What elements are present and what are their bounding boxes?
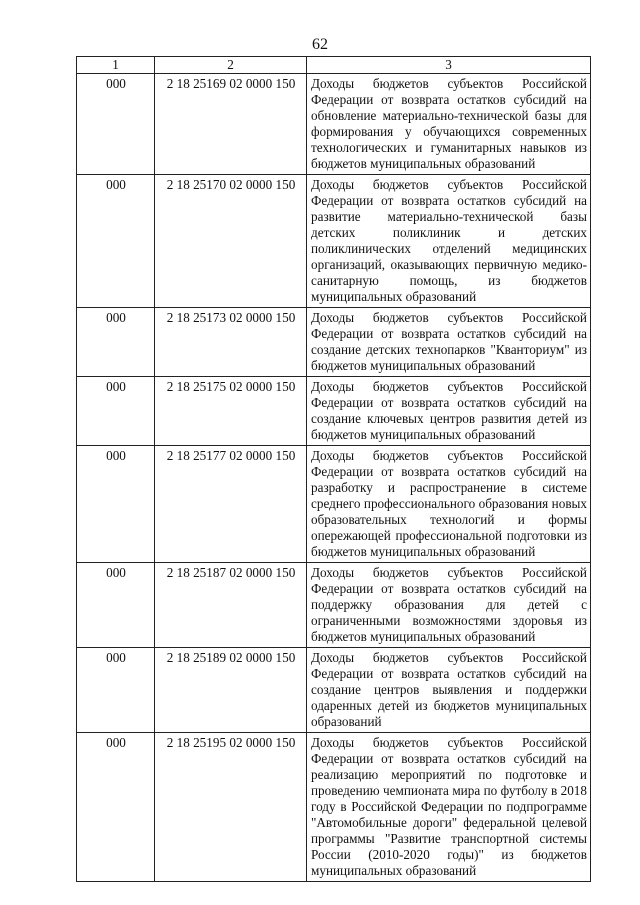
revenue-code-cell: 2 18 25173 02 0000 150 [155,308,307,377]
description-cell: Доходы бюджетов субъектов Российской Федерации от возврата остатков субсидий на развитие материально-технической базы детских поликлиник и детских поликлинических отделений медицинских организаций, оказывающих первичную медико-санитарную помощь, из бюджетов муниципальных образований [307,175,591,308]
table-header-row [77,57,591,74]
table-row [77,74,591,175]
column-header-2: 2 [155,57,307,74]
revenue-code-cell: 2 18 25177 02 0000 150 [155,446,307,563]
table-row [77,308,591,377]
description-cell: Доходы бюджетов субъектов Российской Федерации от возврата остатков субсидий на создание ключевых центров развития детей из бюджетов муниципальных образований [307,377,591,446]
table-row [77,377,591,446]
description-cell: Доходы бюджетов субъектов Российской Федерации от возврата остатков субсидий на обновление материально-технической базы для формирования у обучающихся современных технологических и гуманитарных навыков из бюджетов муниципальных образований [307,74,591,175]
revenue-code-cell: 2 18 25187 02 0000 150 [155,563,307,648]
description-cell: Доходы бюджетов субъектов Российской Федерации от возврата остатков субсидий на реализацию мероприятий по подготовке и проведению чемпионата мира по футболу в 2018 году в Российской Федерации по подпрограмме "Автомобильные дороги" федеральной целевой программы "Развитие транспортной системы России (2010-2020 годы)" из бюджетов муниципальных образований [307,733,591,882]
column-header-1: 1 [77,57,155,74]
table-row [77,648,591,733]
page-number: 62 [312,36,328,53]
admin-code-cell: 000 [77,74,155,175]
revenue-codes-table [76,56,591,882]
admin-code-cell: 000 [77,648,155,733]
revenue-code-cell: 2 18 25195 02 0000 150 [155,733,307,882]
description-cell: Доходы бюджетов субъектов Российской Федерации от возврата остатков субсидий на поддержку образования для детей с ограниченными возможностями здоровья из бюджетов муниципальных образований [307,563,591,648]
column-header-3: 3 [307,57,591,74]
admin-code-cell: 000 [77,733,155,882]
table-row [77,175,591,308]
description-cell: Доходы бюджетов субъектов Российской Федерации от возврата остатков субсидий на создание детских технопарков "Кванториум" из бюджетов муниципальных образований [307,308,591,377]
description-cell: Доходы бюджетов субъектов Российской Федерации от возврата остатков субсидий на разработку и распространение в системе среднего профессионального образования новых образовательных технологий и формы опережающей профессиональной подготовки из бюджетов муниципальных образований [307,446,591,563]
table-row [77,733,591,882]
admin-code-cell: 000 [77,563,155,648]
revenue-code-cell: 2 18 25169 02 0000 150 [155,74,307,175]
admin-code-cell: 000 [77,175,155,308]
revenue-code-cell: 2 18 25175 02 0000 150 [155,377,307,446]
table-row [77,446,591,563]
admin-code-cell: 000 [77,446,155,563]
description-cell: Доходы бюджетов субъектов Российской Федерации от возврата остатков субсидий на создание центров выявления и поддержки одаренных детей из бюджетов муниципальных образований [307,648,591,733]
admin-code-cell: 000 [77,377,155,446]
revenue-code-cell: 2 18 25170 02 0000 150 [155,175,307,308]
admin-code-cell: 000 [77,308,155,377]
table-row [77,563,591,648]
revenue-code-cell: 2 18 25189 02 0000 150 [155,648,307,733]
